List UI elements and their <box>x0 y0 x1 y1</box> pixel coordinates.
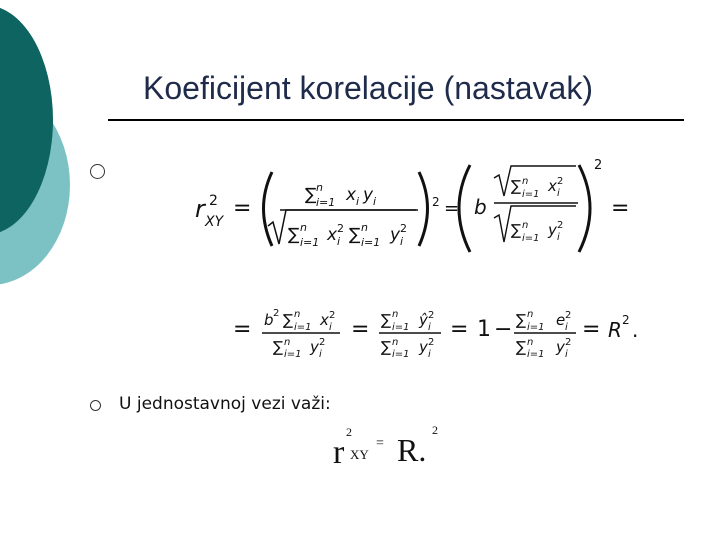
xi-1: i <box>356 195 360 208</box>
equals-5: = <box>351 317 370 342</box>
x2-sup: 2 <box>337 222 344 235</box>
equals-1: = <box>233 196 252 221</box>
sub-i1-10: i=1 <box>527 322 545 333</box>
one: 1 <box>477 317 491 342</box>
yi-2: i <box>400 235 404 248</box>
r2-sub: XY <box>350 447 369 462</box>
e-1: e <box>556 311 566 329</box>
yhat-sup: 2 <box>428 310 435 321</box>
x-1: x <box>346 185 357 205</box>
sup-n-2: n <box>300 221 307 234</box>
yi-5: i <box>428 349 431 360</box>
sup-n-1: n <box>316 181 323 194</box>
sigma-9: ∑ <box>381 338 392 356</box>
bullet-text: U jednostavnoj vezi važi: <box>119 394 331 414</box>
b-symbol: b <box>474 195 487 219</box>
y6-sup: 2 <box>565 337 572 348</box>
r-sup: 2 <box>209 193 218 209</box>
sub-i1-11: i=1 <box>527 349 545 360</box>
sub-i1-4: i=1 <box>522 189 540 200</box>
equals-3: = <box>611 196 630 221</box>
b-2: b <box>264 311 274 329</box>
xi-2: i <box>337 235 341 248</box>
x-4: x <box>320 311 329 329</box>
r2-symbol: r <box>333 434 345 471</box>
sigma-8: ∑ <box>381 311 392 329</box>
sup-n-3: n <box>361 221 368 234</box>
yhat-i: i <box>428 322 431 333</box>
yi-6: i <box>565 349 568 360</box>
sup-n-10: n <box>527 309 534 320</box>
minus: − <box>494 317 513 342</box>
equals-7: = <box>582 317 601 342</box>
sub-i1-2: i=1 <box>300 236 320 249</box>
y3-sup: 2 <box>557 220 564 231</box>
y-4: y <box>310 338 319 356</box>
sup-n-5: n <box>522 220 529 231</box>
sup-n-8: n <box>392 309 399 320</box>
e-i: i <box>565 322 568 333</box>
r2-equals: = <box>376 436 384 451</box>
r-symbol: r <box>195 195 205 223</box>
xi-3: i <box>557 188 560 199</box>
xi-4: i <box>329 322 332 333</box>
R2-sup: 2 <box>432 423 438 437</box>
sub-i1-5: i=1 <box>522 233 540 244</box>
e-sup: 2 <box>565 310 572 321</box>
paren-open-1 <box>264 172 273 246</box>
sigma-4: ∑ <box>511 177 522 195</box>
sigma-1: ∑ <box>305 185 317 205</box>
yhat-1: ŷ <box>419 311 428 329</box>
y-2: y <box>390 225 401 245</box>
b2-sup: 2 <box>273 308 280 319</box>
yi-4: i <box>319 349 322 360</box>
y-5: y <box>419 338 428 356</box>
x4-sup: 2 <box>329 310 336 321</box>
sub-i1-6: i=1 <box>294 322 312 333</box>
sub-i1-3: i=1 <box>361 236 381 249</box>
x-2: x <box>327 225 338 245</box>
sigma-6: ∑ <box>283 311 294 329</box>
paren-close-2 <box>579 165 590 252</box>
sub-i1-1: i=1 <box>316 196 336 209</box>
sigma-3: ∑ <box>349 225 361 245</box>
y4-sup: 2 <box>319 337 326 348</box>
paren-close-1 <box>419 172 428 246</box>
x3-sup: 2 <box>557 176 564 187</box>
y5-sup: 2 <box>428 337 435 348</box>
sub-i1-7: i=1 <box>284 349 302 360</box>
yi-3: i <box>557 232 560 243</box>
sigma-11: ∑ <box>516 338 527 356</box>
sigma-7: ∑ <box>273 338 284 356</box>
sub-i1-8: i=1 <box>392 322 410 333</box>
sigma-10: ∑ <box>516 311 527 329</box>
yi-1: i <box>373 195 377 208</box>
equals-4: = <box>233 317 252 342</box>
sup-n-11: n <box>527 337 534 348</box>
R-sup: 2 <box>622 313 630 327</box>
paren2-sup: 2 <box>594 158 603 173</box>
slide-title: Koeficijent korelacije (nastavak) <box>143 70 593 106</box>
R-symbol: R <box>608 318 622 342</box>
y2-sup: 2 <box>400 222 407 235</box>
paren-open-2 <box>459 165 470 252</box>
sup-n-4: n <box>522 176 529 187</box>
y-1: y <box>363 185 374 205</box>
r-sub: XY <box>205 214 224 230</box>
x-3: x <box>548 177 557 195</box>
y-6: y <box>556 338 565 356</box>
sigma-5: ∑ <box>511 221 522 239</box>
r2-sup: 2 <box>346 425 352 439</box>
sub-i1-9: i=1 <box>392 349 410 360</box>
period: . <box>632 318 639 342</box>
R2-symbol: R. <box>397 432 427 468</box>
equals-2: = <box>444 198 460 219</box>
sup-n-7: n <box>284 337 291 348</box>
equals-6: = <box>450 317 469 342</box>
y-3: y <box>548 221 557 239</box>
sup-n-9: n <box>392 337 399 348</box>
sup-n-6: n <box>294 309 301 320</box>
sigma-2: ∑ <box>288 225 300 245</box>
paren1-sup: 2 <box>432 195 440 209</box>
